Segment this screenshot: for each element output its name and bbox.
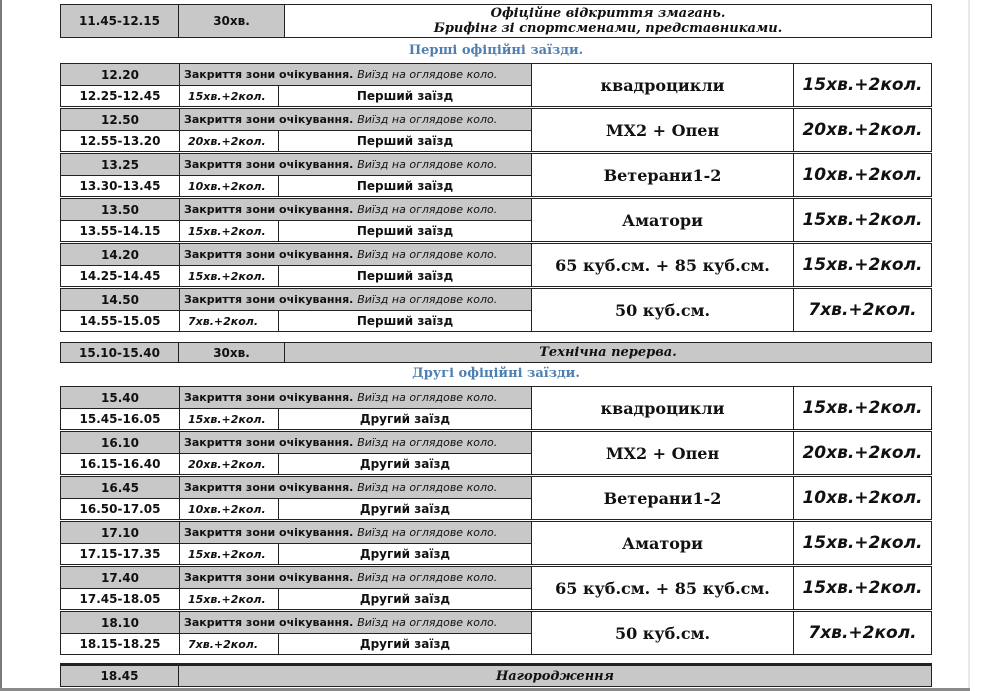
closing-note-bold: Закриття зони очікування. [184,158,354,171]
class-name: квадроцикли [600,75,725,95]
race-duration: 7хв.+2кол. [188,314,259,328]
race-group [60,63,932,107]
closing-note-italic: Виїзд на оглядове коло. [357,571,498,584]
class-name: МХ2 + Опен [605,443,720,463]
closing-note [180,109,531,130]
closing-time: 16.45 [61,477,179,498]
opening-description [285,5,931,37]
closing-note [180,522,531,543]
page-edge-right [968,0,970,691]
class-name: 50 куб.см. [614,623,711,643]
break-time: 15.10-15.40 [61,343,179,362]
opening-row [60,4,932,38]
race-duration: 15хв.+2кол. [188,89,266,103]
row-divider [61,498,531,499]
race-duration: 7хв.+2кол. [188,637,259,651]
break-label: Технічна перерва. [285,343,931,362]
closing-note-bold: Закриття зони очікування. [184,203,354,216]
race-time: 15.45-16.05 [79,412,161,426]
race-time: 12.25-12.45 [79,89,161,103]
race-time: 18.15-18.25 [79,637,161,651]
race-name: Другий заїзд [359,502,451,516]
divider [278,634,279,654]
race-group [60,288,932,332]
closing-note-italic: Виїзд на оглядове коло. [357,113,498,126]
race-group [60,198,932,242]
closing-note-bold: Закриття зони очікування. [184,481,354,494]
race-group [60,243,932,287]
opening-line-2: Брифінг зі спортсменами, представниками. [433,21,783,36]
class-duration: 15хв.+2кол. [802,210,923,230]
closing-time: 14.20 [61,244,179,265]
closing-note [180,154,531,175]
closing-time: 18.10 [61,612,179,633]
row-divider [61,220,531,221]
race-time: 17.45-18.05 [79,592,161,606]
class-name: Ветерани1-2 [603,488,722,508]
closing-note-italic: Виїзд на оглядове коло. [357,616,498,629]
race-time: 12.55-13.20 [79,134,161,148]
row-divider [61,175,531,176]
race-time: 14.55-15.05 [79,314,161,328]
divider [278,131,279,151]
race-name: Другий заїзд [359,547,451,561]
break-row [60,342,932,363]
closing-note [180,199,531,220]
row-divider [61,310,531,311]
race-group [60,611,932,655]
closing-time: 12.50 [61,109,179,130]
closing-note [180,567,531,588]
closing-note-italic: Виїзд на оглядове коло. [357,526,498,539]
race-group [60,476,932,520]
race-name: Другий заїзд [359,412,451,426]
closing-time: 13.25 [61,154,179,175]
opening-line-1: Офіційне відкриття змагань. [490,6,726,21]
race-time: 17.15-17.35 [79,547,161,561]
race-name: Перший заїзд [356,269,454,283]
divider [278,176,279,196]
closing-note-bold: Закриття зони очікування. [184,293,354,306]
class-name: Аматори [622,533,703,553]
closing-note-bold: Закриття зони очікування. [184,571,354,584]
closing-note [180,64,531,85]
divider [278,311,279,331]
closing-note [180,244,531,265]
race-name: Перший заїзд [356,134,454,148]
row-divider [61,130,531,131]
class-duration: 20хв.+2кол. [802,120,923,140]
class-name: 65 куб.см. + 85 куб.см. [555,578,770,598]
race-group [60,521,932,565]
closing-time: 12.20 [61,64,179,85]
divider [278,589,279,609]
row-divider [61,633,531,634]
race-time: 13.30-13.45 [79,179,161,193]
row-divider [61,85,531,86]
race-duration: 15хв.+2кол. [188,269,266,283]
class-name: Ветерани1-2 [603,165,722,185]
class-duration: 15хв.+2кол. [802,75,923,95]
divider [278,266,279,286]
closing-note-italic: Виїзд на оглядове коло. [357,248,498,261]
class-name: 50 куб.см. [614,300,711,320]
closing-note-bold: Закриття зони очікування. [184,248,354,261]
race-duration: 10хв.+2кол. [188,179,266,193]
page-edge-left [0,0,2,691]
class-duration: 15хв.+2кол. [802,398,923,418]
race-name: Перший заїзд [356,89,454,103]
closing-time: 15.40 [61,387,179,408]
section-second-races: Другі офіційні заїзди. [412,366,580,381]
closing-time: 14.50 [61,289,179,310]
closing-note-bold: Закриття зони очікування. [184,436,354,449]
class-duration: 7хв.+2кол. [808,623,917,643]
race-name: Перший заїзд [356,224,454,238]
closing-note-italic: Виїзд на оглядове коло. [357,293,498,306]
closing-note-italic: Виїзд на оглядове коло. [357,391,498,404]
race-group [60,153,932,197]
closing-note-bold: Закриття зони очікування. [184,113,354,126]
opening-duration: 30хв. [179,5,285,37]
race-group [60,566,932,610]
class-duration: 15хв.+2кол. [802,533,923,553]
row-divider [61,543,531,544]
race-group [60,431,932,475]
closing-note-italic: Виїзд на оглядове коло. [357,158,498,171]
race-duration: 15хв.+2кол. [188,592,266,606]
race-time: 16.15-16.40 [79,457,161,471]
race-group [60,386,932,430]
closing-note [180,289,531,310]
race-duration: 15хв.+2кол. [188,412,266,426]
divider [278,544,279,564]
closing-time: 16.10 [61,432,179,453]
race-group [60,108,932,152]
closing-note-italic: Виїзд на оглядове коло. [357,68,498,81]
class-duration: 20хв.+2кол. [802,443,923,463]
closing-note [180,432,531,453]
race-duration: 20хв.+2кол. [188,134,266,148]
divider [278,499,279,519]
break-duration: 30хв. [179,343,285,362]
opening-time: 11.45-12.15 [61,5,179,37]
awards-label: Нагородження [179,666,931,686]
row-divider [61,408,531,409]
race-duration: 10хв.+2кол. [188,502,266,516]
closing-note-bold: Закриття зони очікування. [184,68,354,81]
closing-note-italic: Виїзд на оглядове коло. [357,203,498,216]
closing-note-bold: Закриття зони очікування. [184,391,354,404]
closing-note-italic: Виїзд на оглядове коло. [357,481,498,494]
race-time: 14.25-14.45 [79,269,161,283]
race-name: Перший заїзд [356,179,454,193]
class-name: МХ2 + Опен [605,120,720,140]
race-name: Другий заїзд [359,592,451,606]
class-duration: 7хв.+2кол. [808,300,917,320]
race-duration: 20хв.+2кол. [188,457,266,471]
class-duration: 10хв.+2кол. [802,165,923,185]
awards-time: 18.45 [61,666,179,686]
class-name: квадроцикли [600,398,725,418]
row-divider [61,453,531,454]
divider [278,409,279,429]
closing-note-bold: Закриття зони очікування. [184,526,354,539]
race-duration: 15хв.+2кол. [188,224,266,238]
divider [278,221,279,241]
closing-note [180,477,531,498]
race-name: Перший заїзд [356,314,454,328]
closing-time: 13.50 [61,199,179,220]
closing-note [180,387,531,408]
row-divider [61,265,531,266]
class-duration: 10хв.+2кол. [802,488,923,508]
class-duration: 15хв.+2кол. [802,578,923,598]
divider [278,454,279,474]
divider [278,86,279,106]
race-duration: 15хв.+2кол. [188,547,266,561]
race-time: 16.50-17.05 [79,502,161,516]
closing-note [180,612,531,633]
section-first-races: Перші офіційні заїзди. [408,43,584,58]
closing-time: 17.10 [61,522,179,543]
race-name: Другий заїзд [359,637,451,651]
class-duration: 15хв.+2кол. [802,255,923,275]
race-time: 13.55-14.15 [79,224,161,238]
class-name: 65 куб.см. + 85 куб.см. [555,255,770,275]
race-name: Другий заїзд [359,457,451,471]
closing-time: 17.40 [61,567,179,588]
awards-row [60,663,932,687]
class-name: Аматори [622,210,703,230]
closing-note-bold: Закриття зони очікування. [184,616,354,629]
row-divider [61,588,531,589]
closing-note-italic: Виїзд на оглядове коло. [357,436,498,449]
